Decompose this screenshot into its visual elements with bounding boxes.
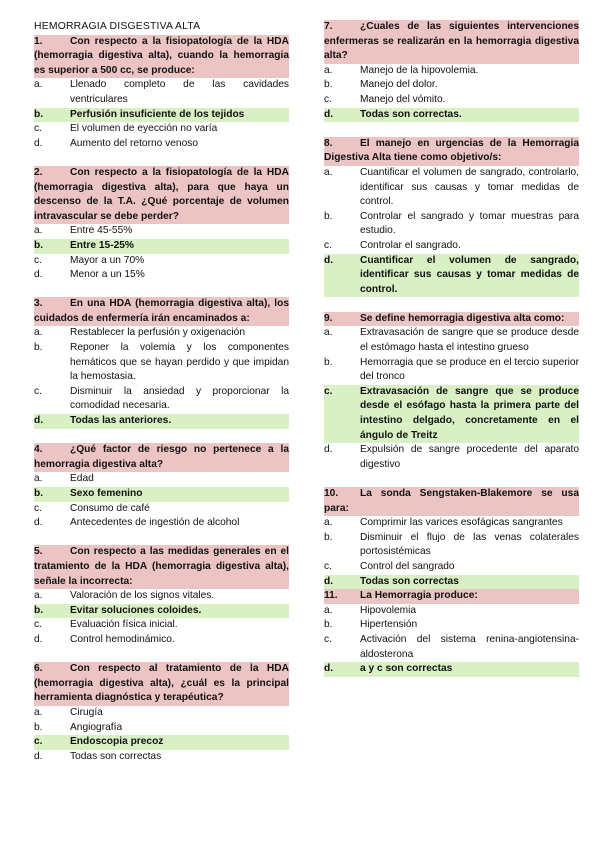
option-text: Todas las anteriores. <box>70 415 172 427</box>
option-text: Cuantificar el volumen de sangrado, controlarlo, identificar sus causas y tomar medidas de control. <box>360 166 579 208</box>
option-letter: a. <box>324 166 333 178</box>
option-letter: b. <box>34 604 44 616</box>
question-number: 2. <box>34 166 43 178</box>
question-block <box>34 662 289 764</box>
option-text: El volumen de eyección no varía <box>70 123 218 135</box>
option-letter: b. <box>34 488 44 499</box>
option-letter: a. <box>324 517 333 529</box>
answer-option <box>324 356 579 385</box>
option-letter: d. <box>34 750 43 762</box>
answer-option <box>34 78 289 107</box>
option-text: Mayor a un 70% <box>70 254 145 266</box>
option-text: Todas son correctas <box>70 750 162 762</box>
option-letter: d. <box>324 575 334 587</box>
option-letter: a. <box>34 79 43 91</box>
question-text <box>324 20 579 64</box>
option-letter: c. <box>34 736 43 748</box>
answer-option <box>324 326 579 355</box>
option-text: Manejo de la hipovolemia. <box>360 64 479 76</box>
option-letter: c. <box>34 385 42 397</box>
option-letter: c. <box>324 239 332 251</box>
option-text: Sexo femenino <box>70 488 143 499</box>
question-block <box>324 312 579 473</box>
correct-answer <box>324 108 579 123</box>
answer-option <box>324 633 579 662</box>
answer-option <box>34 706 289 721</box>
option-letter: a. <box>324 327 333 339</box>
question-block <box>34 443 289 531</box>
option-text: Control hemodinámico. <box>70 633 175 645</box>
correct-answer <box>324 662 579 677</box>
answer-option <box>34 589 289 604</box>
question-block <box>324 137 579 298</box>
option-letter: c. <box>34 502 42 514</box>
option-text: Llenado completo de las cavidades ventriculares <box>70 79 289 105</box>
option-text: Endoscopia precoz <box>70 736 164 748</box>
correct-answer <box>34 239 289 254</box>
question-text <box>34 35 289 79</box>
option-letter: b. <box>324 79 333 91</box>
option-letter: b. <box>34 239 44 251</box>
option-text: Reponer la volemia y los componentes hemáticos que se hayan perdido y que impidan la hemostasia. <box>70 342 289 383</box>
option-text: Controlar el sangrado y tomar muestras para estudio. <box>360 210 579 237</box>
option-text: Disminuir la ansiedad y proporcionar la comodidad necesaria. <box>70 385 289 412</box>
question-text <box>324 312 579 327</box>
question-block <box>324 20 579 122</box>
correct-answer <box>34 735 289 750</box>
answer-option <box>34 224 289 239</box>
option-text: Hipovolemia <box>360 604 417 616</box>
option-text: Entre 15-25% <box>70 239 134 251</box>
option-text: Todas son correctas <box>360 575 459 587</box>
option-text: Evitar soluciones coloides. <box>70 604 202 616</box>
option-text: Comprimir las varices esofágicas sangrantes <box>360 517 563 529</box>
answer-option <box>324 93 579 108</box>
option-letter: c. <box>324 385 333 397</box>
question-label: Con respecto a la fisiopatología de la HDA (hemorragia digestiva alta), cuando la hemorragia es superior a 500 cc, se produce: <box>34 35 289 76</box>
answer-option <box>324 210 579 239</box>
question-text <box>34 166 289 224</box>
question-block <box>34 35 289 152</box>
correct-answer <box>324 254 579 298</box>
option-letter: c. <box>34 619 42 631</box>
option-letter: b. <box>34 721 43 733</box>
option-text: Entre 45-55% <box>70 225 133 237</box>
option-letter: c. <box>324 560 332 572</box>
option-text: Perfusión insuficiente de los tejidos <box>70 108 245 120</box>
question-text <box>34 545 289 589</box>
option-letter: b. <box>324 619 333 631</box>
option-letter: b. <box>34 108 44 120</box>
answer-option <box>324 531 579 560</box>
option-text: Disminuir el flujo de las venas colaterales portosistémicas <box>360 531 579 558</box>
option-text: Hipertensión <box>360 619 418 631</box>
option-text: Controlar el sangrado. <box>360 239 461 251</box>
answer-option <box>324 64 579 79</box>
question-label: En una HDA (hemorragia digestiva alta), los cuidados de enfermería irán encaminados a: <box>34 298 289 324</box>
option-letter: c. <box>34 123 42 135</box>
question-text <box>324 487 579 516</box>
option-letter: a. <box>34 327 43 339</box>
question-number: 7. <box>324 21 333 32</box>
correct-answer <box>34 487 289 502</box>
question-text <box>34 297 289 326</box>
answer-option <box>34 254 289 269</box>
question-number: 9. <box>324 312 333 324</box>
option-letter: b. <box>324 210 333 222</box>
option-letter: d. <box>34 137 43 149</box>
question-number: 5. <box>34 546 43 558</box>
question-number: 1. <box>34 35 43 47</box>
question-number: 10. <box>324 488 339 499</box>
question-block <box>34 545 289 647</box>
right-column <box>324 20 579 691</box>
option-letter: c. <box>34 254 42 266</box>
question-label: La sonda Sengstaken-Blakemore se usa para: <box>324 488 579 514</box>
option-letter: b. <box>324 531 333 543</box>
question-label: ¿Qué factor de riesgo no pertenece a la hemorragia digestiva alta? <box>34 444 289 470</box>
question-block <box>34 166 289 283</box>
option-letter: d. <box>324 108 334 120</box>
question-block <box>324 487 579 589</box>
option-letter: b. <box>324 356 333 368</box>
answer-option <box>34 721 289 736</box>
option-text: Extravasación de sangre que se produce desde el esófago hasta la primera parte del intestino delgado, concretamente en el ángulo de Treitz <box>360 385 579 441</box>
option-text: Aumento del retorno venoso <box>70 137 198 149</box>
option-text: Expulsión de sangre procedente del aparato digestivo <box>360 444 579 470</box>
question-label: Con respecto a las medidas generales en el tratamiento de la HDA (hemorragia digestiva alta), señale la incorrecta: <box>34 546 289 587</box>
question-number: 4. <box>34 444 43 456</box>
question-text <box>34 443 289 472</box>
left-column <box>34 20 289 779</box>
option-letter: c. <box>324 93 332 105</box>
option-letter: a. <box>34 225 43 237</box>
answer-option <box>324 443 579 472</box>
answer-option <box>34 137 289 152</box>
option-text: Activación del sistema renina-angiotensina-aldosterona <box>360 633 579 660</box>
option-text: Angiografía <box>70 721 123 733</box>
answer-option <box>34 516 289 531</box>
question-text <box>34 662 289 706</box>
option-text: Manejo del dolor. <box>360 79 438 91</box>
question-text <box>324 589 579 604</box>
option-text: Antecedentes de ingestión de alcohol <box>70 517 240 529</box>
answer-option <box>34 385 289 414</box>
option-letter: d. <box>34 415 44 427</box>
option-text: Control del sangrado <box>360 560 455 572</box>
option-letter: a. <box>34 473 43 485</box>
option-text: Hemorragia que se produce en el tercio superior del tronco <box>360 356 579 383</box>
option-letter: a. <box>324 64 333 76</box>
answer-option <box>34 750 289 765</box>
question-number: 8. <box>324 137 333 149</box>
answer-option <box>34 326 289 341</box>
question-number: 6. <box>34 663 43 675</box>
question-label: Con respecto a la fisiopatología de la HDA (hemorragia digestiva alta), para que haya un descenso de la T.A. ¿Qué porcentaje de volumen intravascular se debe perder? <box>34 166 289 222</box>
answer-option <box>324 560 579 575</box>
question-label: Se define hemorragia digestiva alta como: <box>360 312 565 324</box>
correct-answer <box>324 575 579 590</box>
option-text: Edad <box>70 473 94 485</box>
answer-option <box>324 604 579 619</box>
answer-option <box>34 472 289 487</box>
option-text: Extravasación de sangre que se produce desde el estómago hasta el intestino grueso <box>360 327 579 354</box>
option-text: Menor a un 15% <box>70 269 145 281</box>
question-block <box>34 297 289 428</box>
correct-answer <box>34 414 289 429</box>
answer-option <box>34 633 289 648</box>
question-label: Con respecto al tratamiento de la HDA (hemorragia digestiva alta), ¿cuál es la principal herramienta diagnóstica y terapéutica? <box>34 663 289 704</box>
option-letter: b. <box>34 342 43 354</box>
answer-option <box>324 618 579 633</box>
option-letter: d. <box>324 444 333 456</box>
option-letter: d. <box>324 254 334 266</box>
option-letter: d. <box>34 517 43 529</box>
answer-option <box>34 618 289 633</box>
option-letter: a. <box>324 604 333 616</box>
option-letter: d. <box>324 663 334 675</box>
option-text: Evaluación física inicial. <box>70 619 178 631</box>
option-letter: a. <box>34 706 43 718</box>
answer-option <box>34 341 289 385</box>
answer-option <box>34 122 289 137</box>
option-text: Cirugía <box>70 706 103 718</box>
question-number: 3. <box>34 298 43 310</box>
correct-answer <box>324 385 579 443</box>
question-number: 11. <box>324 590 338 602</box>
answer-option <box>324 239 579 254</box>
question-label: ¿Cuales de las siguientes intervenciones enfermeras se realizarán en la hemorragia digestiva alta? <box>324 21 579 62</box>
answer-option <box>324 516 579 531</box>
answer-option <box>34 268 289 283</box>
question-label: El manejo en urgencias de la Hemorragia Digestiva Alta tiene como objetivo/s: <box>324 137 579 164</box>
option-text: Manejo del vómito. <box>360 93 446 105</box>
option-text: Valoración de los signos vitales. <box>70 590 215 602</box>
correct-answer <box>34 108 289 123</box>
answer-option <box>324 166 579 210</box>
option-letter: c. <box>324 633 332 645</box>
page-title: HEMORRAGIA DISGESTIVA ALTA <box>34 21 201 32</box>
question-label: La Hemorragia produce: <box>360 590 478 602</box>
option-text: a y c son correctas <box>360 663 453 675</box>
option-text: Cuantificar el volumen de sangrado, identificar sus causas y tomar medidas de control. <box>360 254 579 295</box>
question-block <box>324 589 579 677</box>
option-letter: a. <box>34 590 43 602</box>
option-text: Todas son correctas. <box>360 108 462 120</box>
correct-answer <box>34 604 289 619</box>
option-text: Restablecer la perfusión y oxigenación <box>70 327 245 339</box>
option-letter: d. <box>34 269 43 281</box>
answer-option <box>324 78 579 93</box>
answer-option <box>34 502 289 517</box>
option-text: Consumo de café <box>70 502 150 514</box>
option-letter: d. <box>34 633 43 645</box>
question-text <box>324 137 579 166</box>
